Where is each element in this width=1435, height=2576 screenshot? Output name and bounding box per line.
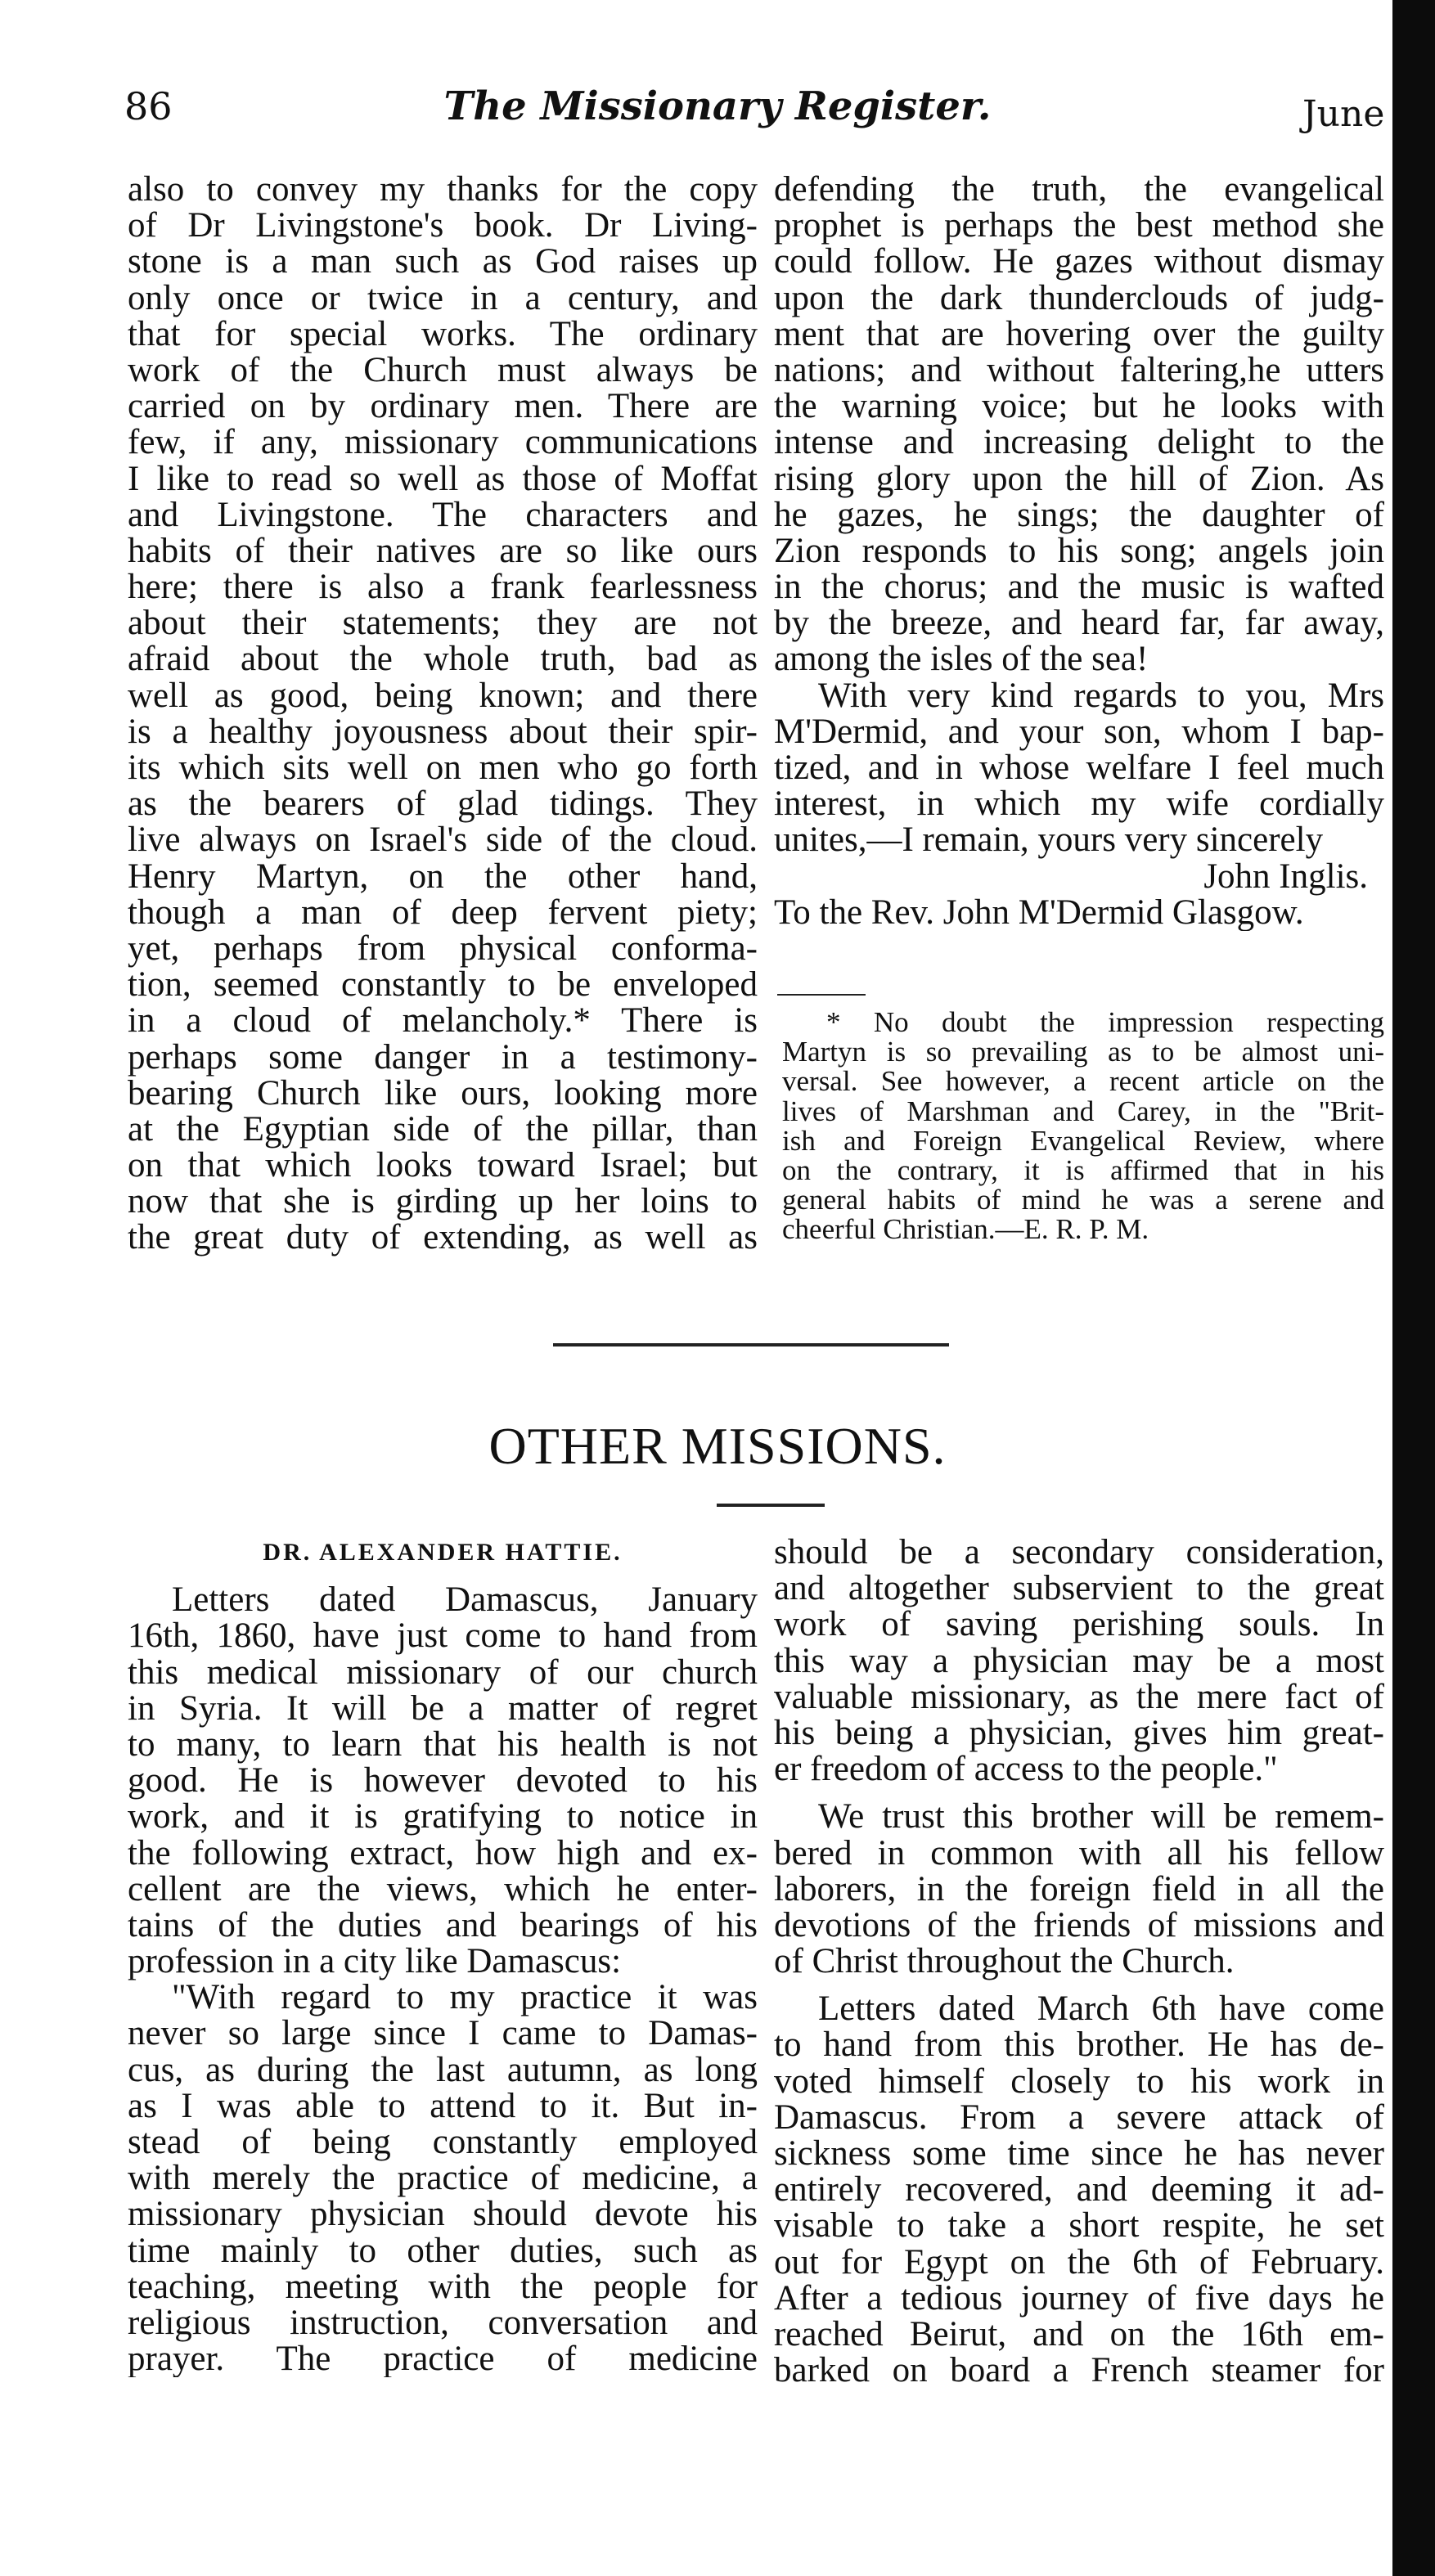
text-line: stead of being constantly employed [128, 2123, 758, 2161]
text-line: Letters dated March 6th have come [818, 1989, 1384, 2029]
column-lower-left [128, 1535, 758, 2377]
text-line: among the isles of the sea! [774, 640, 1149, 679]
text-line: religious instruction, conversation and [128, 2303, 758, 2342]
text-line: time mainly to other duties, such as [128, 2231, 758, 2270]
text-line: After a tedious journey of five days he [774, 2278, 1384, 2318]
section-title: OTHER MISSIONS. [488, 1417, 947, 1475]
text-line: good. He is however devoted to his [128, 1761, 758, 1801]
article-subheading: DR. ALEXANDER HATTIE. [263, 1539, 623, 1566]
text-line: cus, as during the last autumn, as long [128, 2050, 758, 2089]
text-line: and Livingstone. The characters and [128, 495, 758, 534]
text-line: perhaps some danger in a testimony- [128, 1037, 758, 1077]
text-line: work, and it is gratifying to notice in [128, 1797, 758, 1836]
text-line: 16th, 1860, have just come to hand from [128, 1616, 758, 1656]
text-line: unites,—I remain, yours very sincerely [774, 820, 1324, 860]
text-line: at the Egyptian side of the pillar, than [128, 1109, 758, 1149]
text-line: should be a secondary consideration, [774, 1535, 1384, 1571]
text-line: carried on by ordinary men. There are [128, 387, 758, 426]
text-line: Zion responds to his song; angels join [774, 531, 1384, 570]
text-line: yet, perhaps from physical conforma- [128, 928, 758, 968]
text-line: entirely recovered, and deeming it ad- [774, 2170, 1384, 2210]
footnote-line: Martyn is so prevailing as to be almost uni- [782, 1036, 1384, 1068]
footnote [782, 1008, 1384, 1245]
footnote-line: cheerful Christian.—E. R. P. M. [782, 1213, 1149, 1245]
text-line: to many, to learn that his health is not [128, 1724, 758, 1764]
text-line: barked on board a French steamer for [774, 2351, 1384, 2389]
text-line: er freedom of access to the people." [774, 1750, 1278, 1789]
text-line: Henry Martyn, on the other hand, [128, 856, 758, 896]
text-line: live always on Israel's side of the cloud. [128, 820, 758, 860]
footnote-line: on the contrary, it is affirmed that in his [782, 1153, 1384, 1186]
text-line: devotions of the friends of missions and [774, 1905, 1384, 1944]
text-line: the following extract, how high and ex- [128, 1833, 758, 1872]
footnote-rule [777, 994, 866, 996]
text-line: ment that are hovering over the guilty [774, 314, 1384, 353]
column-upper-right [774, 172, 1384, 931]
text-line: tion, seemed constantly to be enveloped [128, 965, 758, 1005]
text-line: by the breeze, and heard far, far away, [774, 604, 1384, 643]
column-upper-left [128, 172, 758, 1257]
text-line: interest, in which my wife cordially [774, 784, 1384, 824]
text-line: We trust this brother will be remem- [818, 1797, 1384, 1836]
footnote-line: general habits of mind he was a serene and [782, 1184, 1384, 1216]
text-line: profession in a city like Damascus: [128, 1942, 622, 1981]
text-line: visable to take a short respite, he set [774, 2206, 1384, 2246]
text-line: in a cloud of melancholy.* There is [128, 1001, 758, 1041]
text-line: of Christ throughout the Church. [774, 1942, 1235, 1981]
text-line: now that she is girding up her loins to [128, 1182, 758, 1221]
page-edge-shadow [1392, 0, 1435, 2576]
addressee-line: To the Rev. John M'Dermid Glasgow. [774, 892, 1304, 931]
text-line: out for Egypt on the 6th of February. [774, 2242, 1384, 2282]
text-line: With very kind regards to you, Mrs [818, 676, 1384, 715]
text-line: valuable missionary, as the mere fact of [774, 1677, 1384, 1716]
text-line: I like to read so well as those of Moffat [128, 459, 758, 498]
text-line: the warning voice; but he looks with [774, 387, 1384, 426]
text-line: is a healthy joyousness about their spir- [128, 712, 758, 751]
footnote-line: * No doubt the impression respecting [826, 1008, 1384, 1038]
text-line: stone is a man such as God raises up [128, 242, 758, 281]
text-line: voted himself closely to his work in [774, 2061, 1384, 2101]
section-divider [553, 1343, 949, 1346]
text-line: its which sits well on men who go forth [128, 749, 758, 787]
text-line: only once or twice in a century, and [128, 278, 758, 317]
text-line: afraid about the whole truth, bad as [128, 640, 758, 679]
text-line: could follow. He gazes without dismay [774, 242, 1384, 281]
text-line: nations; and without faltering,he utters [774, 350, 1384, 389]
text-line: in the chorus; and the music is wafted [774, 568, 1384, 607]
text-line: bered in common with all his fellow [774, 1833, 1384, 1872]
text-line: habits of their natives are so like ours [128, 531, 758, 570]
running-month: June [1302, 93, 1385, 135]
text-line: sickness some time since he has never [774, 2134, 1384, 2173]
signature: John Inglis. [1203, 856, 1368, 896]
text-line: prayer. The practice of medicine [128, 2340, 758, 2378]
text-line: the great duty of extending, as well as [128, 1218, 758, 1257]
text-line: here; there is also a frank fearlessness [128, 568, 758, 607]
text-line: about their statements; they are not [128, 604, 758, 643]
text-line: well as good, being known; and there [128, 676, 758, 715]
text-line: tains of the duties and bearings of his [128, 1905, 758, 1944]
text-line: rising glory upon the hill of Zion. As [774, 459, 1384, 498]
footnote-line: versal. See however, a recent article on the [782, 1065, 1384, 1098]
text-line: he gazes, he sings; the daughter of [774, 495, 1384, 534]
text-line: to hand from this brother. He has de- [774, 2025, 1384, 2065]
text-line: that for special works. The ordinary [128, 314, 758, 353]
text-line: reached Beirut, and on the 16th em- [774, 2314, 1384, 2353]
text-line: few, if any, missionary communications [128, 423, 758, 462]
page-number: 86 [124, 84, 173, 128]
text-line: cellent are the views, which he enter- [128, 1869, 758, 1908]
text-line: "With regard to my practice it was [172, 1978, 758, 2017]
footnote-line: lives of Marshman and Carey, in the "Brit- [782, 1095, 1384, 1127]
text-line: his being a physician, gives him great- [774, 1713, 1384, 1752]
text-line: never so large since I came to Damas- [128, 2014, 758, 2053]
text-line: upon the dark thunderclouds of judg- [774, 278, 1384, 317]
text-line: M'Dermid, and your son, whom I bap- [774, 712, 1384, 751]
footnote-line: ish and Foreign Evangelical Review, where [782, 1124, 1384, 1157]
text-line: also to convey my thanks for the copy [128, 172, 758, 209]
text-line: teaching, meeting with the people for [128, 2267, 758, 2306]
text-line: tized, and in whose welfare I feel much [774, 749, 1384, 787]
title-underline [717, 1504, 825, 1507]
column-lower-right [774, 1535, 1384, 2389]
text-line: missionary physician should devote his [128, 2195, 758, 2234]
text-line: as the bearers of glad tidings. They [128, 784, 758, 824]
text-line: Letters dated Damascus, January [172, 1580, 758, 1620]
text-line: bearing Church like ours, looking more [128, 1073, 758, 1113]
text-line: though a man of deep fervent piety; [128, 892, 758, 932]
text-line: work of the Church must always be [128, 350, 758, 389]
text-line: prophet is perhaps the best method she [774, 206, 1384, 245]
text-line: in Syria. It will be a matter of regret [128, 1688, 758, 1728]
text-line: of Dr Livingstone's book. Dr Living- [128, 206, 758, 245]
text-line: Damascus. From a severe attack of [774, 2097, 1384, 2137]
running-title: The Missionary Register. [443, 83, 992, 129]
text-line: on that which looks toward Israel; but [128, 1146, 758, 1185]
text-line: laborers, in the foreign field in all the [774, 1869, 1384, 1908]
text-line: with merely the practice of medicine, a [128, 2159, 758, 2198]
text-line: this medical missionary of our church [128, 1652, 758, 1692]
text-line: defending the truth, the evangelical [774, 172, 1384, 209]
text-line: this way a physician may be a most [774, 1641, 1384, 1680]
text-line: intense and increasing delight to the [774, 423, 1384, 462]
text-line: and altogether subservient to the great [774, 1569, 1384, 1608]
text-line: as I was able to attend to it. But in- [128, 2086, 758, 2125]
text-line: work of saving perishing souls. In [774, 1605, 1384, 1644]
